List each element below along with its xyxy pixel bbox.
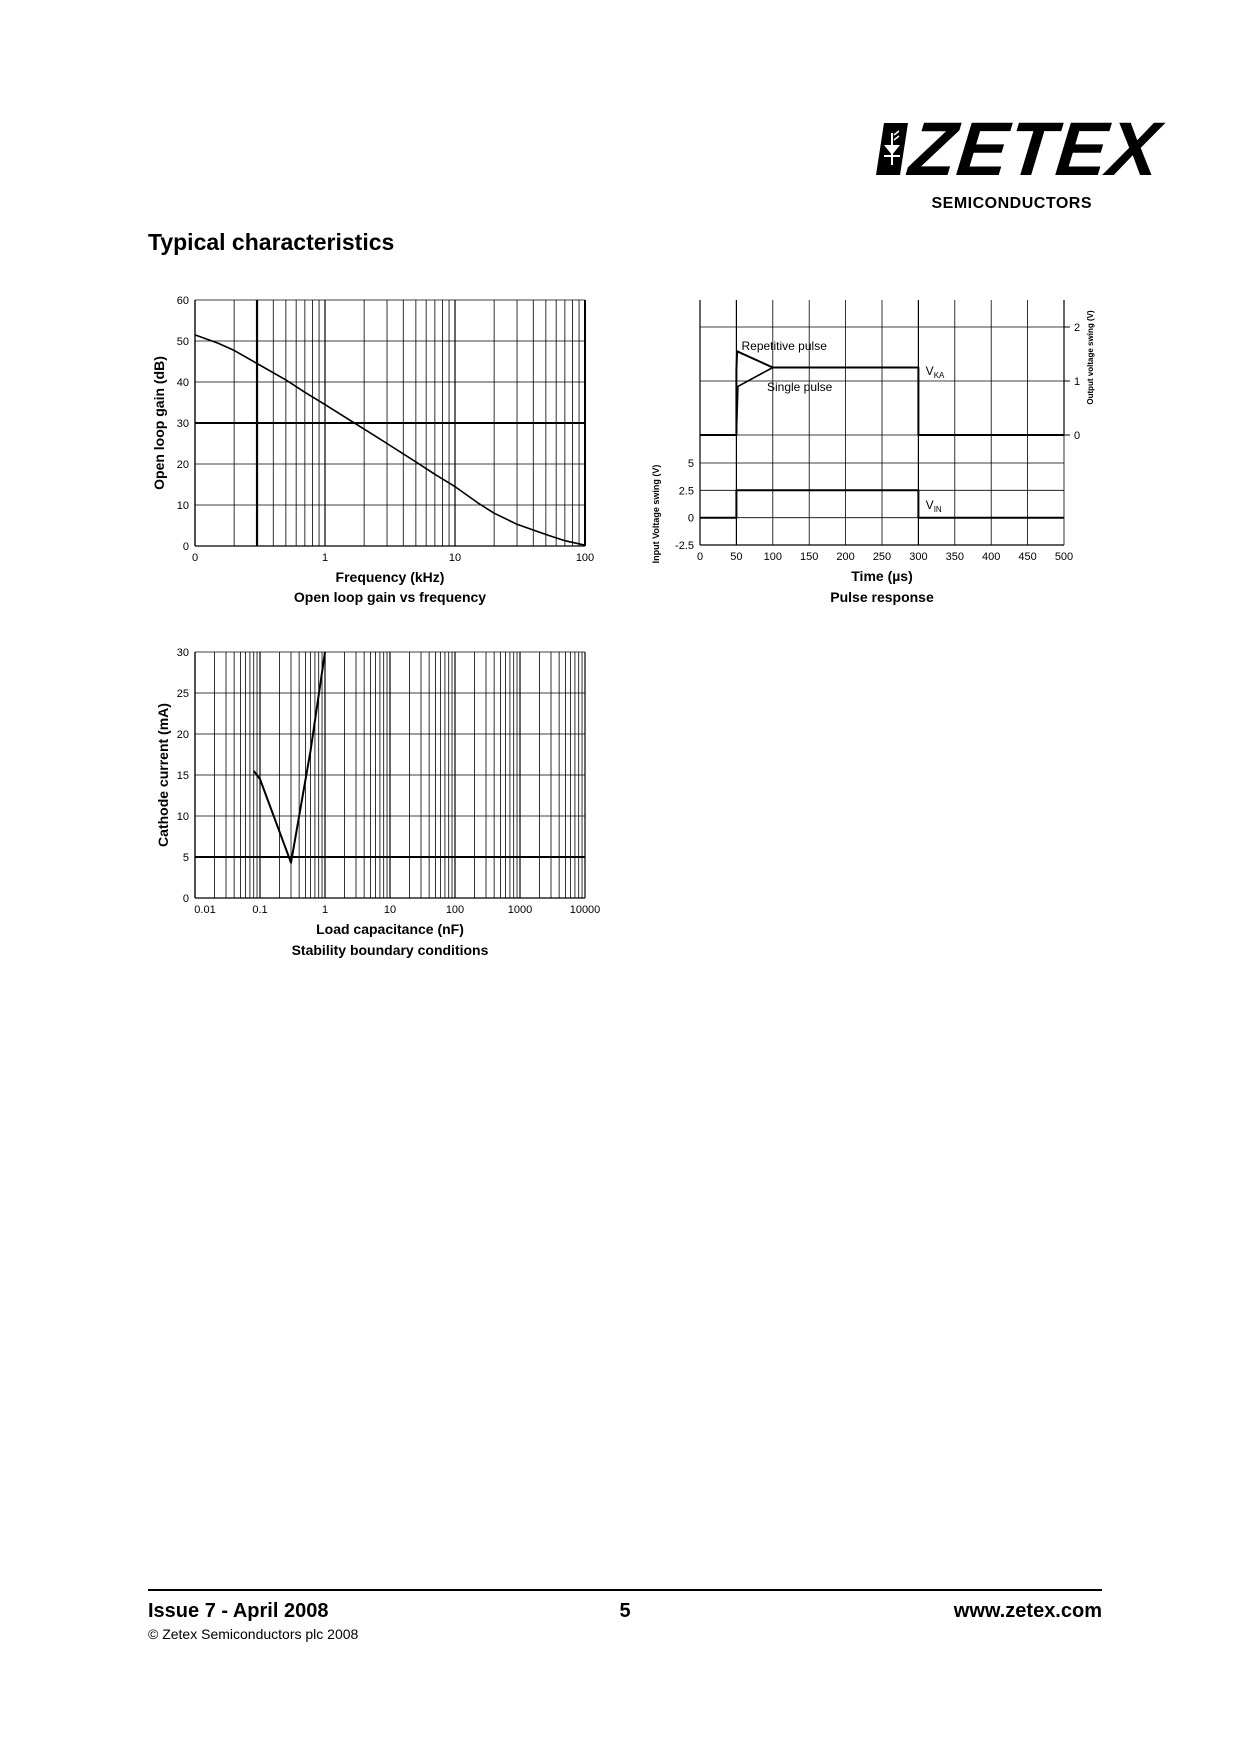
series-label-vka-sub: KA xyxy=(933,371,945,380)
single-pulse-trace xyxy=(736,368,772,436)
y-tick-label: 20 xyxy=(176,729,189,741)
footer-page-number: 5 xyxy=(619,1600,631,1622)
y-tick-label-right: 0 xyxy=(1074,430,1081,442)
y-tick-label-left: 0 xyxy=(687,512,694,525)
x-tick-label: 450 xyxy=(1018,551,1037,563)
y-tick-label-right: 1 xyxy=(1074,376,1081,388)
x-tick-label: 200 xyxy=(836,551,855,563)
x-tick-label: 250 xyxy=(872,551,892,563)
y-tick-label: 10 xyxy=(176,500,189,512)
chart-title: Stability boundary conditions xyxy=(291,942,489,958)
x-tick-label: 300 xyxy=(909,551,928,563)
y-tick-label: 0 xyxy=(182,541,189,553)
x-tick-label: 0 xyxy=(696,551,704,563)
pulse-chart xyxy=(651,300,1095,605)
y-tick-label: 30 xyxy=(176,647,189,659)
y-axis-label-left: Input Voltage swing (V) xyxy=(651,464,661,564)
series-label-vka xyxy=(926,364,945,380)
y-tick-label: 40 xyxy=(176,377,189,389)
gain-chart xyxy=(151,295,594,605)
x-tick-label: 1000 xyxy=(507,904,533,916)
y-axis-label: Open loop gain (dB) xyxy=(151,356,167,490)
y-axis-label: Cathode current (mA) xyxy=(155,703,171,847)
x-tick-label: 10 xyxy=(383,904,397,916)
x-axis-label: Frequency (kHz) xyxy=(335,569,445,585)
x-tick-label: 100 xyxy=(575,552,595,564)
y-tick-label: 15 xyxy=(176,770,189,782)
y-tick-label: 30 xyxy=(176,418,189,430)
y-tick-label: 5 xyxy=(182,852,189,864)
y-tick-label-left: 2.5 xyxy=(678,485,694,498)
stability-chart xyxy=(155,647,600,958)
annotation-single: Single pulse xyxy=(766,380,833,394)
footer-issue: Issue 7 - April 2008 xyxy=(148,1600,329,1622)
x-axis-label: Time (µs) xyxy=(851,568,913,584)
gain-curve xyxy=(195,335,585,545)
y-tick-label-left: -2.5 xyxy=(675,540,694,552)
brand-subtitle: SEMICONDUCTORS xyxy=(931,195,1092,212)
x-tick-label: 10 xyxy=(448,552,462,564)
stability-boundary-curve xyxy=(254,652,325,863)
y-tick-label: 0 xyxy=(182,893,189,905)
y-tick-label: 20 xyxy=(176,459,189,471)
y-tick-label: 25 xyxy=(176,688,189,700)
x-tick-label: 0.1 xyxy=(252,904,268,916)
y-tick-label-left: 5 xyxy=(687,458,694,470)
x-tick-label: 400 xyxy=(982,551,1001,563)
footer-rule xyxy=(148,1589,1102,1591)
series-label-vin-main: V xyxy=(925,498,934,512)
series-label-vka-main: V xyxy=(925,364,934,378)
x-tick-label: 50 xyxy=(730,551,743,563)
brand-logo: ZETEX xyxy=(905,107,1165,192)
section-title: Typical characteristics xyxy=(148,229,395,255)
y-tick-label: 50 xyxy=(176,336,189,348)
y-axis-label-right: Output voltage swing (V) xyxy=(1086,310,1095,405)
y-tick-label: 60 xyxy=(176,295,189,307)
footer-url: www.zetex.com xyxy=(953,1600,1102,1622)
annotation-repetitive: Repetitive pulse xyxy=(741,339,827,353)
y-tick-label: 10 xyxy=(176,811,189,823)
x-tick-label: 10000 xyxy=(569,904,601,916)
chart-title: Open loop gain vs frequency xyxy=(293,589,487,605)
series-label-vin-sub: IN xyxy=(933,505,942,514)
x-tick-label: 150 xyxy=(800,551,819,563)
y-tick-label-right: 2 xyxy=(1074,322,1081,334)
x-tick-label: 0 xyxy=(191,552,199,564)
series-label-vin xyxy=(926,498,942,514)
x-tick-label: 350 xyxy=(945,551,964,563)
chart-title: Pulse response xyxy=(830,589,934,605)
x-tick-label: 500 xyxy=(1054,551,1074,563)
x-tick-label: 100 xyxy=(763,551,782,563)
x-tick-label: 0.01 xyxy=(194,904,216,916)
footer-copyright: © Zetex Semiconductors plc 2008 xyxy=(148,1626,359,1642)
x-axis-label: Load capacitance (nF) xyxy=(316,921,464,937)
x-tick-label: 100 xyxy=(445,904,465,916)
x-tick-label: 1 xyxy=(321,552,329,564)
x-tick-label: 1 xyxy=(321,904,329,916)
